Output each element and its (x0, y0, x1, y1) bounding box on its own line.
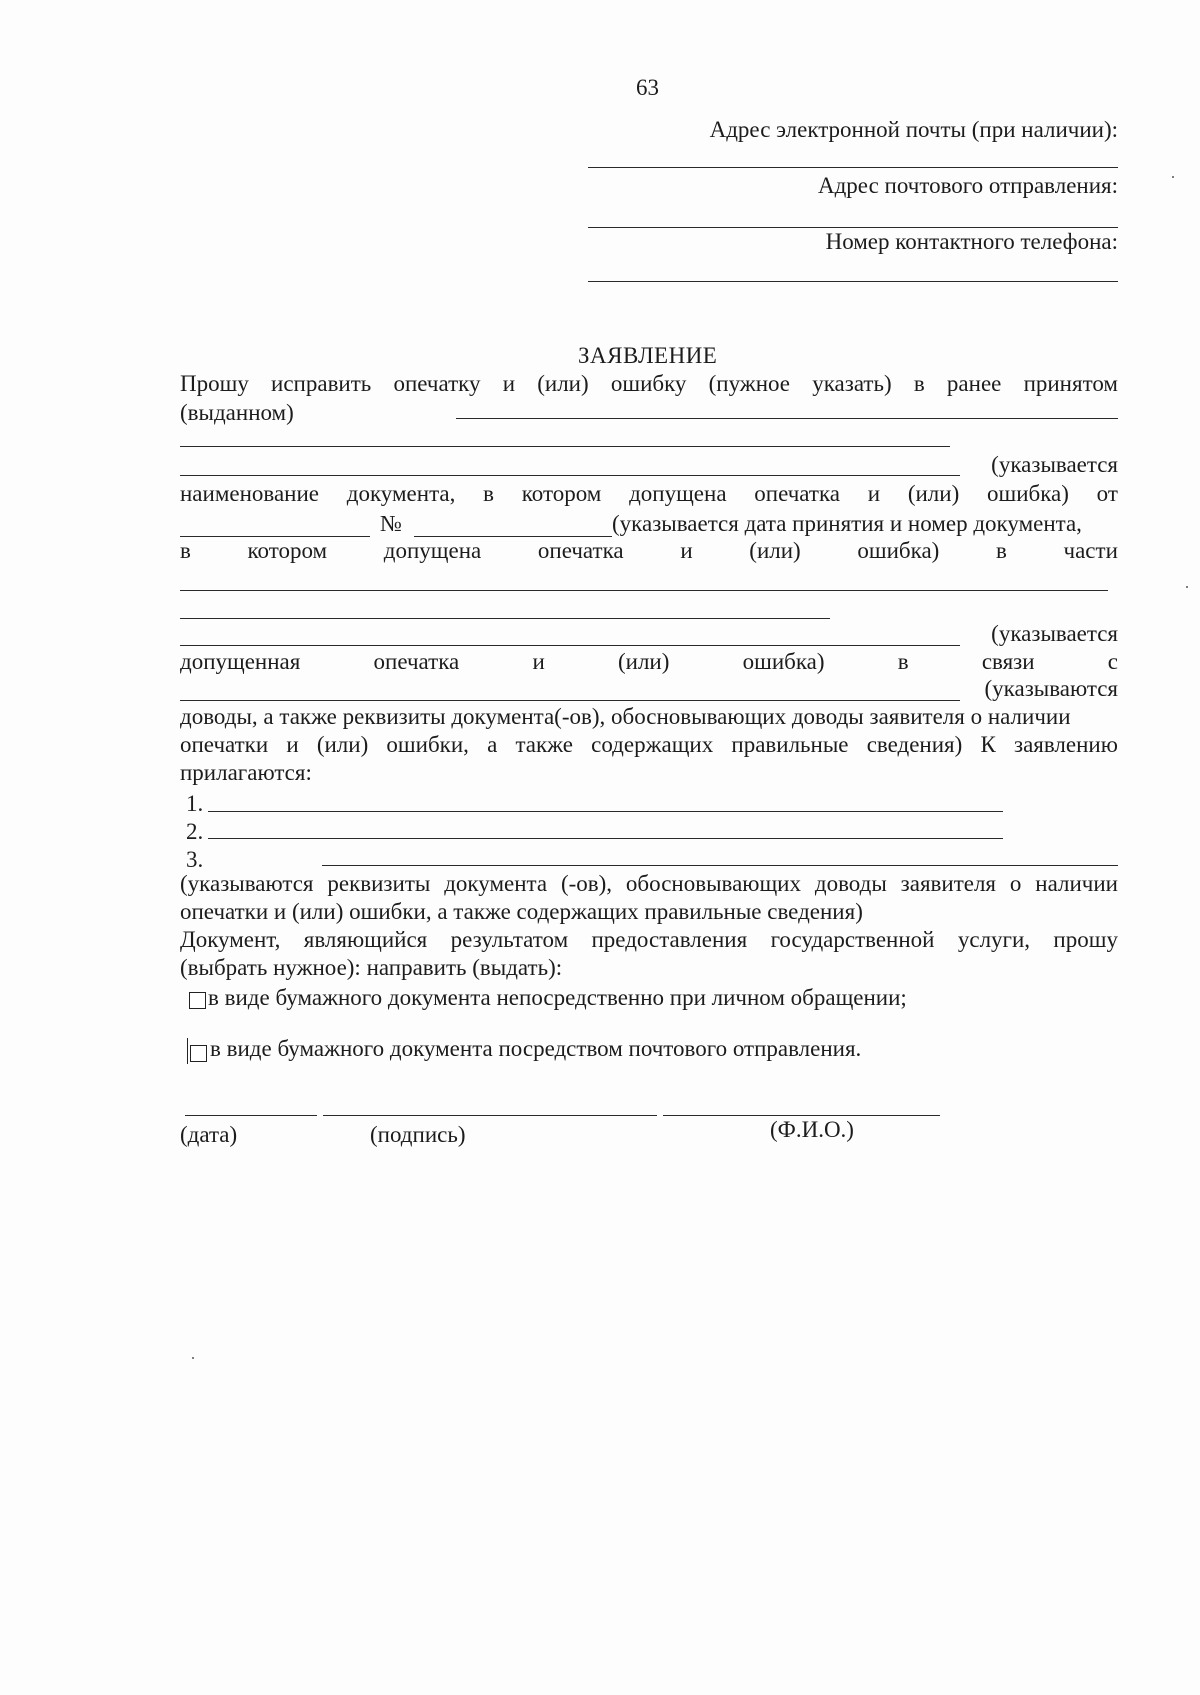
body-line-5 (180, 480, 1118, 508)
word: ошибку (610, 371, 687, 396)
word: (указываются (180, 871, 314, 896)
note-indicated-3: (указываются (984, 676, 1118, 701)
attachment-number-2: 2. (186, 819, 204, 844)
word: ошибки, (386, 732, 469, 757)
word: опечатку (393, 371, 481, 396)
phone-field[interactable] (588, 281, 1118, 282)
word: в (180, 538, 191, 563)
word: допущена (629, 481, 727, 506)
word: и (867, 481, 881, 506)
word: и (286, 732, 299, 757)
word: также (515, 732, 573, 757)
word: доводы (814, 871, 887, 896)
issued-document-field[interactable] (456, 418, 1118, 419)
checkbox-mark (187, 1038, 188, 1064)
word: К (980, 732, 996, 757)
scan-speck (1172, 176, 1174, 178)
word: в (995, 538, 1007, 563)
scan-speck (192, 1357, 194, 1359)
word: услуги, (957, 927, 1031, 952)
para-line-1: доводы, а также реквизиты документа(-ов), обосновывающих доводы заявителя о наличии (180, 704, 1071, 729)
word: допущена (383, 538, 482, 563)
body-line-7 (180, 537, 1118, 565)
signature-field[interactable] (323, 1115, 657, 1116)
date-caption: (дата) (180, 1122, 238, 1147)
date-field[interactable] (185, 1115, 317, 1116)
error-part-field-line-1[interactable] (180, 590, 1108, 591)
reason-field[interactable] (180, 700, 960, 701)
word: котором (521, 481, 602, 506)
word: (или) (617, 649, 670, 674)
word: опечатка (373, 649, 460, 674)
attachment-number-1: 1. (186, 791, 204, 816)
note-indicated-1: (указывается (991, 452, 1118, 477)
email-field[interactable] (588, 167, 1118, 168)
word: документа, (346, 481, 456, 506)
note-indicated-2: (указывается (991, 621, 1118, 646)
word: и (680, 538, 693, 563)
document-name-field-line-2[interactable] (180, 475, 960, 476)
attachment-field-1[interactable] (208, 811, 1003, 812)
word: содержащих (591, 732, 714, 757)
result-line-1 (180, 926, 1118, 954)
word: результатом (450, 927, 569, 952)
word: сведения) (866, 732, 963, 757)
word: в (483, 481, 494, 506)
word: наличии (1035, 871, 1118, 896)
word: (или) (316, 732, 369, 757)
word: с (1107, 649, 1118, 674)
word: в (913, 371, 925, 396)
postal-address-label: Адрес почтового отправления: (818, 173, 1118, 198)
word: части (1063, 538, 1118, 563)
option-mail-checkbox[interactable] (190, 1045, 207, 1062)
option-personal-checkbox[interactable] (189, 992, 206, 1009)
word: (пужное (708, 371, 790, 396)
body-line-1 (180, 370, 1118, 398)
word: исправить (271, 371, 372, 396)
word: (или) (749, 538, 801, 563)
word: заявителя (900, 871, 997, 896)
word: и (532, 649, 545, 674)
word: (или) (907, 481, 960, 506)
attach-note-line-1 (180, 870, 1118, 898)
number-sign: № (380, 511, 402, 536)
para-line-2 (180, 731, 1118, 759)
word: предоставления (591, 927, 748, 952)
attachment-field-2[interactable] (208, 838, 1003, 839)
word: являющийся (303, 927, 428, 952)
word: Прошу (180, 371, 249, 396)
option-personal-label: в виде бумажного документа непосредственно при личном обращении; (208, 985, 907, 1010)
result-line-2: (выбрать нужное): направить (выдать): (180, 955, 563, 980)
word: и (502, 371, 516, 396)
word: (-ов), (560, 871, 613, 896)
word: правильные (731, 732, 849, 757)
word: связи (981, 649, 1035, 674)
word: документа (444, 871, 548, 896)
word: указать) (812, 371, 892, 396)
error-part-field-line-2[interactable] (180, 618, 830, 619)
word: допущенная (180, 649, 301, 674)
word: (или) (537, 371, 589, 396)
word: принятом (1023, 371, 1118, 396)
full-name-caption: (Ф.И.О.) (770, 1117, 854, 1142)
word: ошибка) (857, 538, 940, 563)
word: Документ, (180, 927, 281, 952)
word: котором (247, 538, 328, 563)
word: ошибка) (986, 481, 1069, 506)
word: от (1096, 481, 1118, 506)
body-line-2: (выданном) (180, 400, 294, 425)
word: прошу (1053, 927, 1118, 952)
date-number-note: (указывается дата принятия и номер документа, (612, 511, 1082, 536)
word: государственной (770, 927, 935, 952)
document-name-field-line-1[interactable] (180, 446, 950, 447)
phone-label: Номер контактного телефона: (825, 229, 1118, 254)
word: заявлению (1013, 732, 1118, 757)
word: опечатки (180, 732, 269, 757)
body-line-11 (180, 648, 1118, 676)
email-label: Адрес электронной почты (при наличии): (709, 117, 1118, 142)
word: а (487, 732, 498, 757)
para-line-3: прилагаются: (180, 760, 312, 785)
word: о (1009, 871, 1022, 896)
attachment-number-3: 3. (186, 847, 204, 872)
attach-note-line-2: опечатки и (или) ошибки, а также содержащих правильные сведения) (180, 899, 863, 924)
word: ошибка) (742, 649, 825, 674)
word: в (897, 649, 909, 674)
word: обосновывающих (625, 871, 801, 896)
word: опечатка (754, 481, 840, 506)
attachment-field-3[interactable] (322, 865, 1118, 866)
option-mail-label: в виде бумажного документа посредством почтового отправления. (210, 1036, 862, 1061)
word: ранее (946, 371, 1002, 396)
word: реквизиты (327, 871, 431, 896)
error-part-field-line-3[interactable] (180, 645, 960, 646)
signature-caption: (подпись) (370, 1122, 466, 1147)
document-title: ЗАЯВЛЕНИЕ (578, 343, 718, 368)
page-number: 63 (636, 75, 659, 100)
word: наименование (180, 481, 319, 506)
word: опечатка (537, 538, 624, 563)
scan-speck (1186, 586, 1188, 588)
